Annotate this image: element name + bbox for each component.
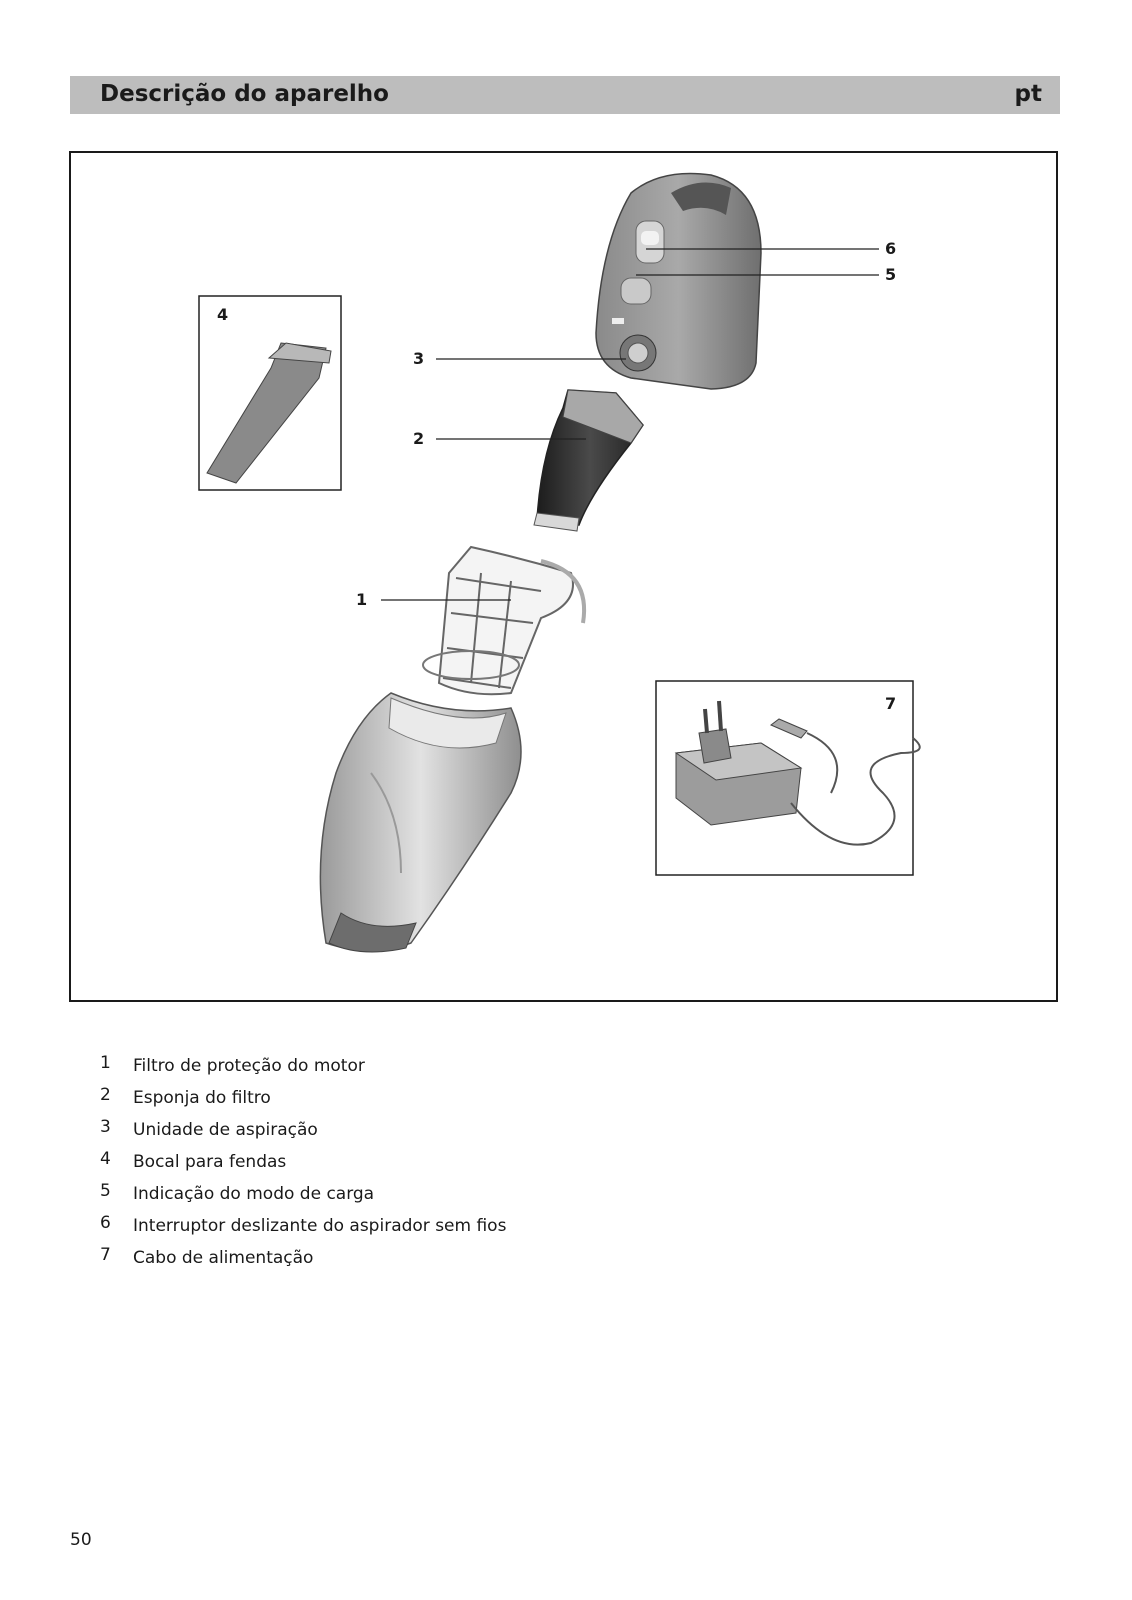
suction-unit [596,173,761,389]
legend-number: 5 [100,1181,111,1201]
legend-number: 3 [100,1117,111,1137]
callout-6: 6 [885,239,897,258]
section-header [70,76,1060,114]
filter-sponge [534,390,643,531]
callout-5: 5 [885,265,897,284]
legend-number: 1 [100,1053,111,1073]
legend-number: 2 [100,1085,111,1105]
legend-number: 7 [100,1245,111,1265]
motor-filter [423,547,584,694]
callout-1: 1 [356,590,368,609]
legend-number: 6 [100,1213,111,1233]
callout-4: 4 [217,305,229,324]
section-title: Descrição do aparelho [100,81,389,107]
legend-text: Indicação do modo de carga [133,1184,375,1204]
legend-text: Interruptor deslizante do aspirador sem fios [133,1216,507,1236]
legend-text: Filtro de proteção do motor [133,1056,365,1076]
legend-text: Esponja do filtro [133,1088,271,1108]
callout-2: 2 [413,429,425,448]
legend-text: Cabo de alimentação [133,1248,314,1268]
dust-container [320,693,521,952]
legend-text: Unidade de aspiração [133,1120,318,1140]
legend-number: 4 [100,1149,111,1169]
callout-7: 7 [885,694,897,713]
legend-text: Bocal para fendas [133,1152,287,1172]
power-adapter [676,701,920,845]
language-code: pt [1014,81,1042,107]
callout-3: 3 [413,349,425,368]
page-number: 50 [70,1530,92,1550]
crevice-nozzle [207,343,331,483]
device-illustration [69,151,1058,1002]
